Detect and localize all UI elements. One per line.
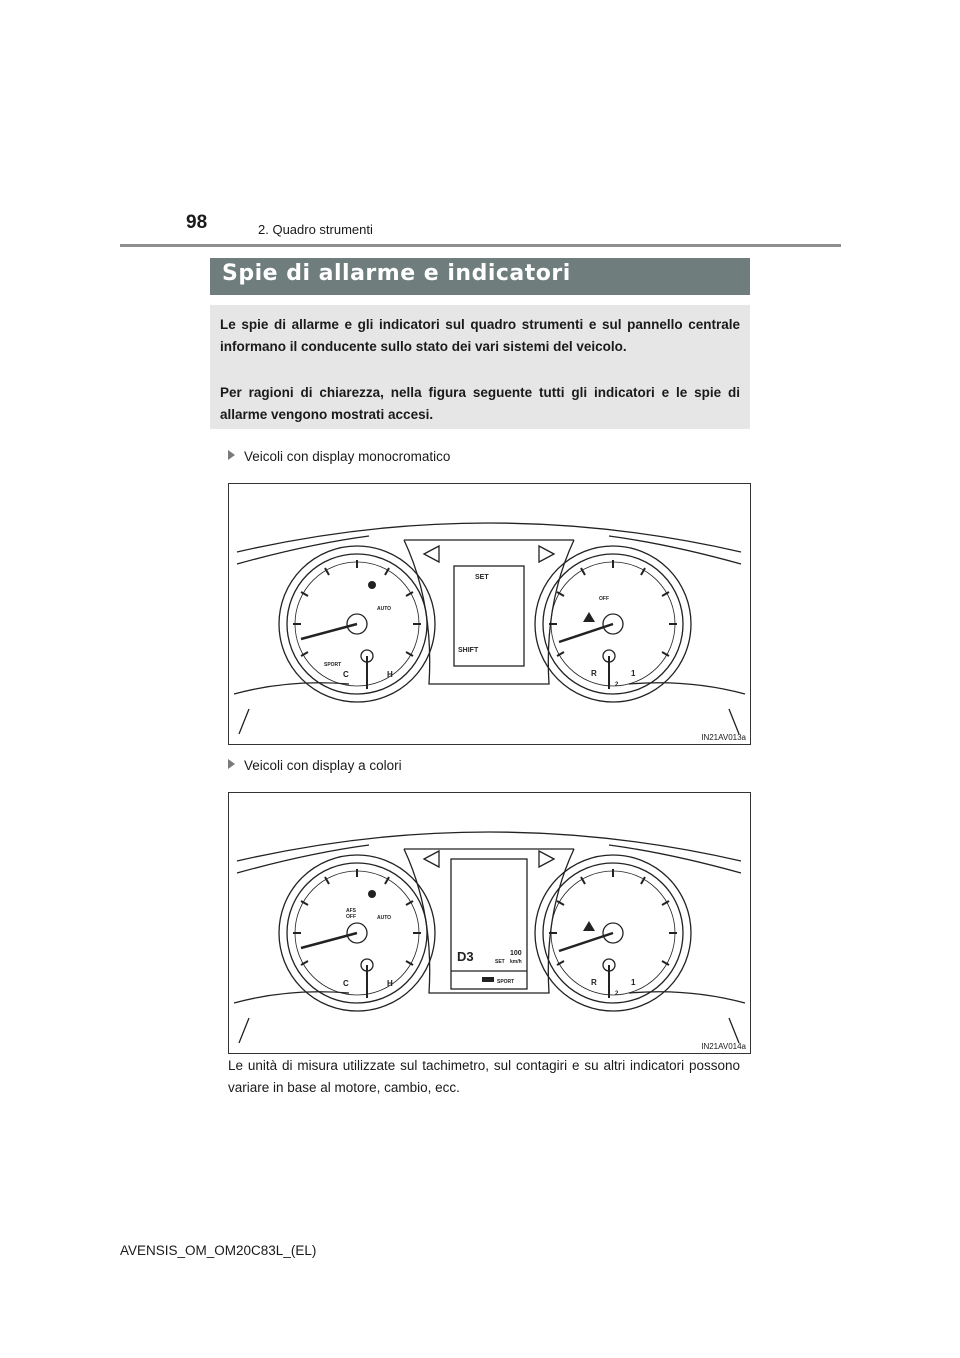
display-speed-unit: km/h [510, 959, 522, 965]
eco-indicator-icon [482, 977, 494, 982]
intro-paragraph-2: Per ragioni di chiarezza, nella figura seguente tutti gli indicatori e le spie di allarme vengono mostrati accesi. [220, 385, 740, 422]
parking-brake-icon [368, 890, 376, 898]
document-code: AVENSIS_OM_OM20C83L_(EL) [120, 1243, 317, 1258]
figure-2-instrument-cluster-color [228, 792, 751, 1054]
gauge-1-label: 1 [631, 978, 636, 987]
display-gear-label: D3 [457, 949, 474, 964]
gauge-hot-label: H [387, 979, 393, 988]
header-divider [120, 244, 841, 247]
display-shift-label: SHIFT [458, 647, 479, 654]
figure-1-code: IN21AV013a [701, 733, 746, 742]
section-title: Spie di allarme e indicatori [222, 261, 571, 286]
figure-2-code: IN21AV014a [701, 1042, 746, 1051]
cluster-1-illustration [229, 484, 750, 744]
gauge-hot-label: H [387, 670, 393, 679]
figure-1-caption-text: Veicoli con display monocromatico [244, 449, 451, 464]
gauge-off-label: OFF [599, 596, 609, 602]
units-note: Le unità di misura utilizzate sul tachimetro, sul contagiri e su altri indicatori possono variare in base al motore, cambio, ecc. [228, 1058, 740, 1095]
page-number: 98 [186, 212, 208, 233]
display-set-label: SET [495, 959, 505, 965]
gauge-2-label: 2 [615, 682, 619, 688]
intro-paragraph-1: Le spie di allarme e gli indicatori sul quadro strumenti e sul pannello centrale informano il conducente sullo stato dei vari sistemi del veicolo. [220, 317, 740, 354]
intro-box [210, 305, 750, 429]
gauge-cold-label: C [343, 979, 349, 988]
gauge-afs-off-label: OFF [346, 914, 356, 920]
gauge-r-label: R [591, 978, 597, 987]
section-title-bar [210, 258, 750, 295]
cluster-2-illustration [229, 793, 750, 1053]
gauge-2-label: 2 [615, 991, 619, 997]
gauge-afs-label: AFS [346, 908, 356, 914]
figure-2-caption-text: Veicoli con display a colori [244, 758, 402, 773]
figure-2-caption [228, 758, 402, 773]
chapter-title: 2. Quadro strumenti [258, 222, 373, 237]
gauge-auto-label: AUTO [377, 606, 392, 612]
gauge-cold-label: C [343, 670, 349, 679]
bullet-triangle-icon [228, 450, 235, 460]
parking-brake-icon [368, 581, 376, 589]
figure-1-caption [228, 449, 450, 464]
gauge-auto-label: AUTO [377, 915, 392, 921]
figure-1-instrument-cluster-mono [228, 483, 751, 745]
display-speed-value: 100 [510, 950, 522, 957]
display-sport-label: SPORT [497, 979, 515, 985]
warning-triangle-icon [583, 921, 595, 931]
gauge-1-label: 1 [631, 669, 636, 678]
display-set-label: SET [475, 574, 489, 581]
warning-triangle-icon [583, 612, 595, 622]
gauge-sport-label: SPORT [324, 662, 342, 668]
gauge-r-label: R [591, 669, 597, 678]
bullet-triangle-icon [228, 759, 235, 769]
